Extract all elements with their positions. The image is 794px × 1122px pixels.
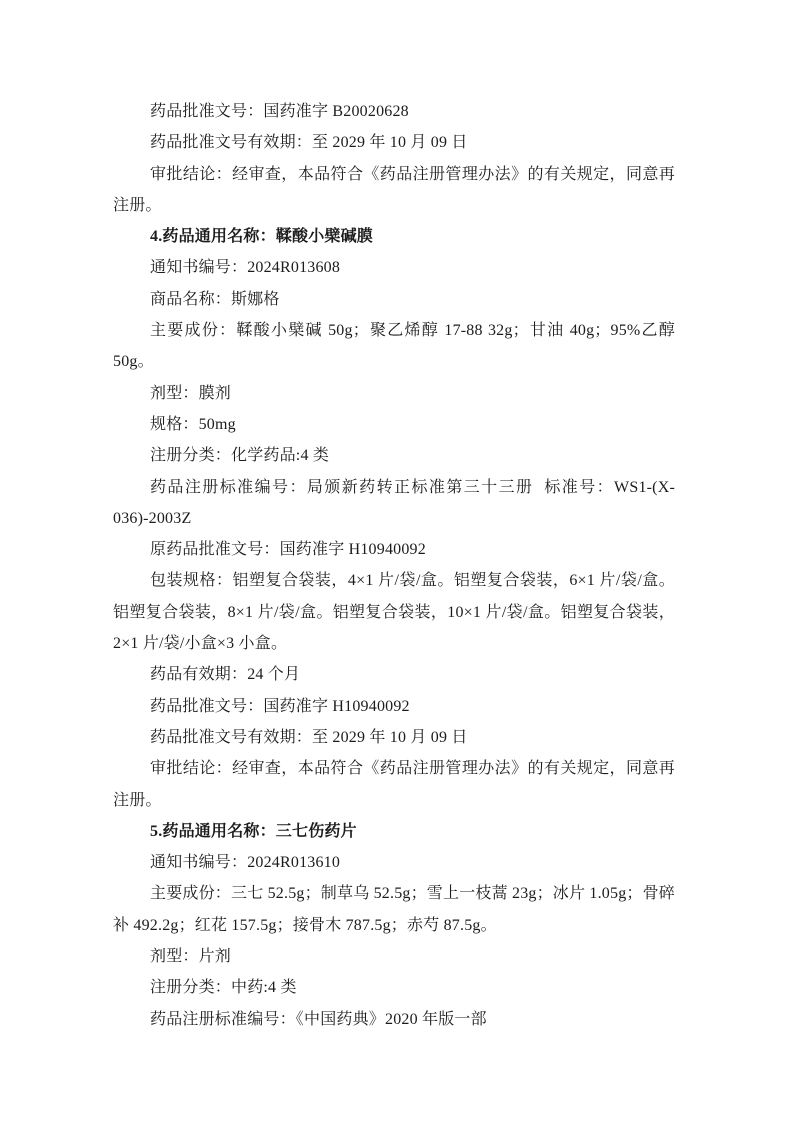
notice-number-line: 通知书编号：2024R013610 <box>150 854 341 872</box>
page-content <box>113 96 680 1035</box>
ingredients-line: 主要成份：鞣酸小檗碱 50g；聚乙烯醇 17-88 32g；甘油 40g；95%乙醇 50g。 <box>113 322 680 371</box>
shelf-life-line: 药品有效期：24 个月 <box>150 666 301 684</box>
approval-expiry-line: 药品批准文号有效期：至 2029 年 10 月 09 日 <box>150 134 468 152</box>
original-approval-number-line: 原药品批准文号：国药准字 H10940092 <box>150 541 426 559</box>
section-heading-item5: 5.药品通用名称：三七伤药片 <box>150 822 357 840</box>
registration-class-line: 注册分类：中药:4 类 <box>150 979 297 997</box>
approval-conclusion-line: 审批结论：经审查，本品符合《药品注册管理办法》的有关规定，同意再注册。 <box>113 760 675 809</box>
specification-line: 规格：50mg <box>150 415 236 433</box>
standard-number-line: 药品注册标准编号：局颁新药转正标准第三十三册 标准号：WS1-(X-036)-2003Z <box>113 478 675 527</box>
dosage-form-line: 剂型：膜剂 <box>150 384 232 402</box>
registration-class-line: 注册分类：化学药品:4 类 <box>150 447 330 465</box>
approval-number-line: 药品批准文号：国药准字 H10940092 <box>150 697 410 715</box>
standard-number-line: 药品注册标准编号：《中国药典》2020 年版一部 <box>150 1010 487 1028</box>
packaging-spec-line: 包装规格：铝塑复合袋装，4×1 片/袋/盒。铝塑复合袋装，6×1 片/袋/盒。铝塑复合袋装，8×1 片/袋/盒。铝塑复合袋装，10×1 片/袋/盒。铝塑复合袋装，2×1 片/袋/小盒×3 小盒。 <box>113 572 675 653</box>
dosage-form-line: 剂型：片剂 <box>150 948 232 966</box>
notice-number-line: 通知书编号：2024R013608 <box>150 259 341 277</box>
approval-expiry-line: 药品批准文号有效期：至 2029 年 10 月 09 日 <box>150 728 468 746</box>
section-heading-item4: 4.药品通用名称：鞣酸小檗碱膜 <box>150 228 374 246</box>
approval-conclusion-line: 审批结论：经审查，本品符合《药品注册管理办法》的有关规定，同意再注册。 <box>113 165 675 214</box>
ingredients-line: 主要成份：三七 52.5g；制草乌 52.5g；雪上一枝蒿 23g；冰片 1.05g；骨碎补 492.2g；红花 157.5g；接骨木 787.5g；赤芍 87.5g。 <box>113 885 676 934</box>
approval-number-line: 药品批准文号：国药准字 B20020628 <box>150 103 409 120</box>
trade-name-line: 商品名称：斯娜格 <box>150 290 280 308</box>
